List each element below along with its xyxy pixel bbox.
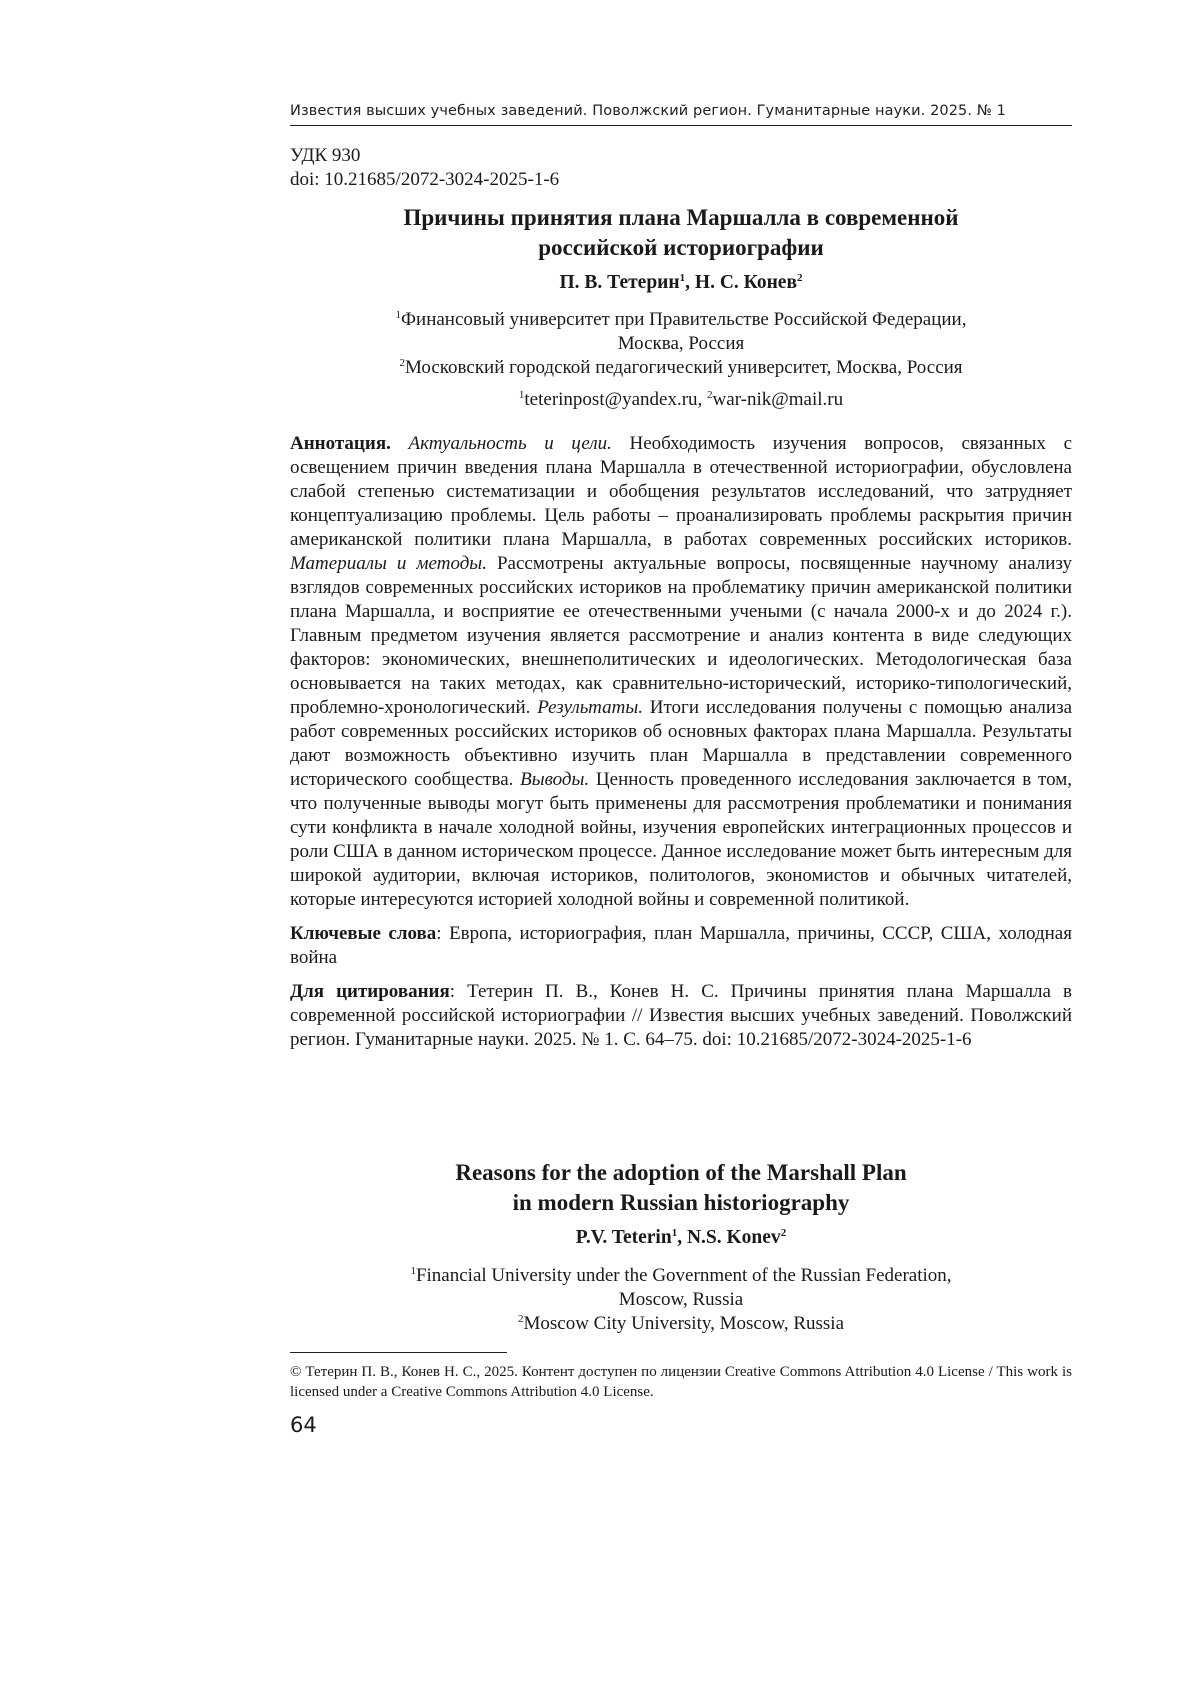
affil-ru-1-sup: 1 bbox=[395, 309, 402, 321]
citation-text: : Тетерин П. В., Конев Н. С. Причины принятия плана Маршалла в современной российской историографии // Известия высших учебных заведений. Поволжский регион. Гуманитарные науки. 2025. № 1. С. 64–75. doi: 10.21685/2072-3024-2025-1-6 bbox=[290, 981, 1072, 1050]
keywords-paragraph bbox=[290, 922, 1072, 970]
email-1[interactable]: teterinpost@yandex.ru bbox=[524, 389, 698, 410]
keywords-text: : Европа, историография, план Маршалла, причины, СССР, США, холодная война bbox=[290, 923, 1072, 968]
citation-paragraph bbox=[290, 980, 1072, 1052]
author-ru-2-sup: 2 bbox=[797, 272, 803, 284]
abstract-relevance-text: Необходимость изучения вопросов, связанных с освещением причин введения плана Маршалла в отечественной историографии, обусловлена слабой степенью систематизации и обобщения результатов исследований, что затрудняет концептуализацию проблемы. Цель работы – проанализировать проблемы раскрытия причин американской политики плана Маршалла, в работах современных российских историков. bbox=[290, 433, 1073, 550]
affil-en-1-line1: Financial University under the Government of the Russian Federation, bbox=[415, 1265, 952, 1286]
article-title-en bbox=[290, 1158, 1072, 1218]
abstract-section bbox=[290, 432, 1072, 1062]
title-en-line2: in modern Russian historiography bbox=[512, 1190, 850, 1215]
abstract-conclusions-text: Ценность проведенного исследования заключается в том, что полученные выводы могут быть применены для рассмотрения проблематики и понимания сути конфликта в начале холодной войны, изучения европейских интеграционных процессов и роли США в данном историческом процессе. Данное исследование может быть интересным для широкой аудитории, включая историков, политологов, экономистов и обычных читателей, которые интересуются историей холодной войны и современной политикой. bbox=[290, 769, 1072, 910]
affil-en-1 bbox=[290, 1264, 1072, 1288]
doi-line: doi: 10.21685/2072-3024-2025-1-6 bbox=[290, 169, 560, 190]
author-en-2: N.S. Konev bbox=[686, 1227, 781, 1248]
article-meta bbox=[290, 144, 559, 192]
affil-ru-1 bbox=[290, 308, 1072, 332]
author-ru-1-sup: 1 bbox=[679, 272, 686, 284]
affil-ru-2 bbox=[290, 356, 1072, 380]
abstract-relevance-heading: Актуальность и цели. bbox=[408, 433, 612, 454]
author-en-2-sup: 2 bbox=[780, 1227, 787, 1239]
abstract-methods-text: Рассмотрены актуальные вопросы, посвященные научному анализу взглядов современных российских историков на проблематику причин американской политики плана Маршалла, и восприятие ее отечественными учеными (с начала 2000-х и до 2024 г.). Главным предметом изучения является рассмотрение и анализ контента в виде следующих факторов: экономических, внешнеполитических и идеологических. Методологическая база основывается на таких методах, как сравнительно-исторический, историко-типологический, проблемно-хронологический. bbox=[290, 553, 1073, 718]
affil-en-2-sup: 2 bbox=[517, 1313, 524, 1325]
affil-en-2-text: Moscow City University, Moscow, Russia bbox=[523, 1313, 845, 1334]
affil-ru-1-line1: Финансовый университет при Правительстве Российской Федерации, bbox=[401, 309, 967, 330]
author-separator: , bbox=[685, 272, 695, 293]
author-en-separator: , bbox=[677, 1227, 687, 1248]
title-ru-line1: Причины принятия плана Маршалла в современной bbox=[403, 205, 959, 230]
email-1-sup: 1 bbox=[518, 389, 525, 401]
author-ru-2: Н. С. Конев bbox=[694, 272, 797, 293]
citation-label: Для цитирования bbox=[290, 981, 450, 1002]
author-en-1: P.V. Teterin bbox=[575, 1227, 672, 1248]
email-separator: , bbox=[697, 389, 708, 410]
abstract-methods-heading: Материалы и методы. bbox=[290, 553, 487, 574]
author-emails bbox=[290, 388, 1072, 412]
footnote-divider bbox=[290, 1352, 507, 1353]
affil-en-2 bbox=[290, 1312, 1072, 1336]
title-en-line1: Reasons for the adoption of the Marshall Plan bbox=[455, 1160, 907, 1185]
abstract-results-text: Итоги исследования получены с помощью анализа работ современных российских историков об основных факторах плана Маршалла. Результаты дают возможность объективно изучить план Маршалла в представлении современного исторического сообщества. bbox=[290, 697, 1073, 790]
running-header: Известия высших учебных заведений. Поволжский регион. Гуманитарные науки. 2025. № 1 bbox=[290, 103, 1007, 119]
email-2[interactable]: war-nik@mail.ru bbox=[712, 389, 844, 410]
email-2-sup: 2 bbox=[707, 389, 713, 401]
affiliations-en bbox=[290, 1264, 1072, 1336]
affil-ru-2-sup: 2 bbox=[399, 357, 405, 369]
keywords-label: Ключевые слова bbox=[290, 923, 437, 944]
title-ru-line2: российской историографии bbox=[538, 235, 824, 260]
affil-en-1-line2: Moscow, Russia bbox=[618, 1289, 744, 1310]
abstract-results-heading: Результаты. bbox=[537, 697, 643, 718]
authors-en bbox=[290, 1227, 1072, 1249]
page-number: 64 bbox=[290, 1413, 317, 1437]
abstract-conclusions-heading: Выводы. bbox=[520, 769, 590, 790]
header-divider bbox=[290, 125, 1072, 126]
udk-code: УДК 930 bbox=[290, 145, 361, 166]
license-footnote: © Тетерин П. В., Конев Н. С., 2025. Контент доступен по лицензии Creative Commons Attribution 4.0 License / This work is licensed under a Creative Commons Attribution 4.0 License. bbox=[290, 1364, 1072, 1400]
author-ru-1: П. В. Тетерин bbox=[559, 272, 680, 293]
abstract-paragraph bbox=[290, 432, 1072, 912]
article-title-ru bbox=[290, 203, 1072, 263]
abstract-label: Аннотация. bbox=[290, 433, 391, 454]
affil-en-1-sup: 1 bbox=[410, 1265, 416, 1277]
affil-ru-2-text: Московский городской педагогический университет, Москва, Россия bbox=[404, 357, 963, 378]
author-en-1-sup: 1 bbox=[671, 1227, 678, 1239]
affiliations-ru bbox=[290, 308, 1072, 412]
authors-ru bbox=[290, 272, 1072, 294]
affil-ru-1-line2: Москва, Россия bbox=[617, 333, 745, 354]
